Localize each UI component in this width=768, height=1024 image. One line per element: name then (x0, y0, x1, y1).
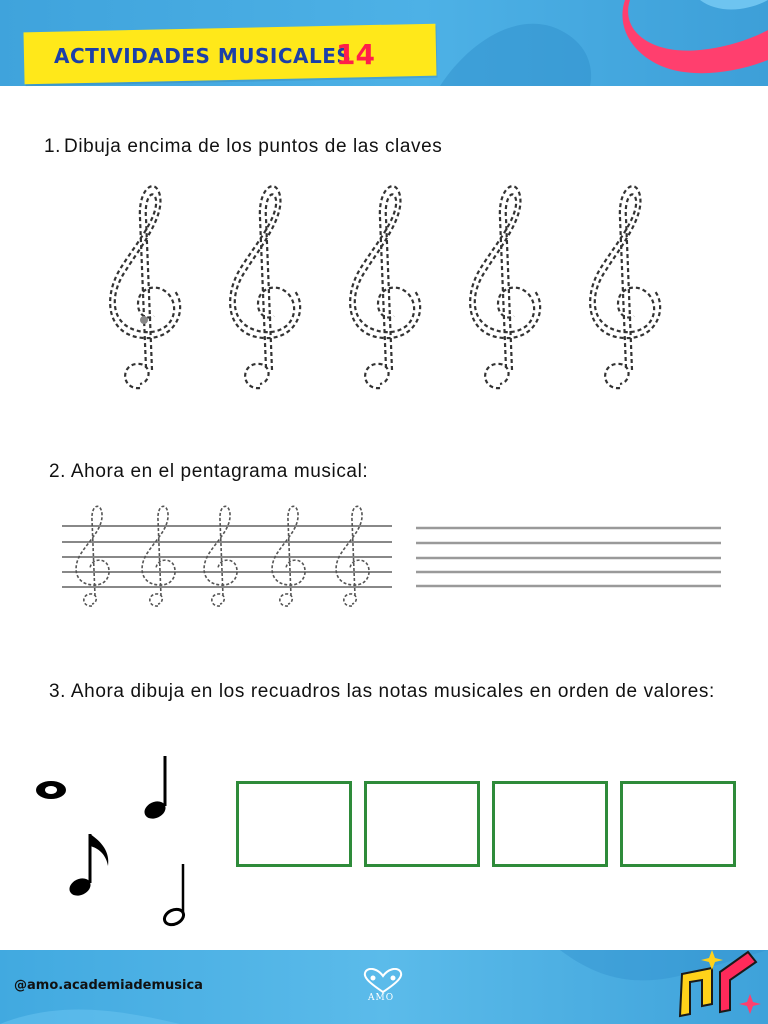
question-1 (44, 136, 442, 158)
page-title: ACTIVIDADES MUSICALES (54, 44, 352, 68)
empty-staff[interactable] (416, 524, 724, 590)
eighth-note-icon (67, 834, 109, 899)
dotted-clef-5 (590, 186, 660, 388)
quarter-note-icon (142, 756, 169, 822)
trace-start-dot (140, 316, 148, 324)
social-handle: @amo.academiademusica (14, 978, 203, 993)
dotted-clef-1 (110, 186, 180, 388)
answer-box-3[interactable] (492, 781, 608, 867)
half-note-icon (162, 864, 186, 928)
music-notes-deco-icon (672, 944, 768, 1024)
dotted-clef-2 (230, 186, 300, 388)
dotted-clef-row (100, 178, 690, 393)
question-2: 2. Ahora en el pentagrama musical: (49, 461, 369, 482)
answer-box-2[interactable] (364, 781, 480, 867)
answer-box-1[interactable] (236, 781, 352, 867)
musical-notes-group (28, 750, 208, 930)
activity-number: 14 (336, 38, 375, 71)
logo-text: AMO (368, 993, 395, 1003)
dotted-clef-4 (470, 186, 540, 388)
question-1-number: 1. (44, 136, 62, 157)
question-1-text: Dibuja encima de los puntos de las claves (64, 136, 443, 157)
staff-with-clefs (62, 504, 394, 610)
question-3: 3. Ahora dibuja en los recuadros las notas musicales en orden de valores: (49, 681, 715, 702)
whole-note-icon (36, 781, 66, 799)
answer-box-4[interactable] (620, 781, 736, 867)
dotted-clef-3 (350, 186, 420, 388)
amo-logo-icon (358, 968, 408, 994)
